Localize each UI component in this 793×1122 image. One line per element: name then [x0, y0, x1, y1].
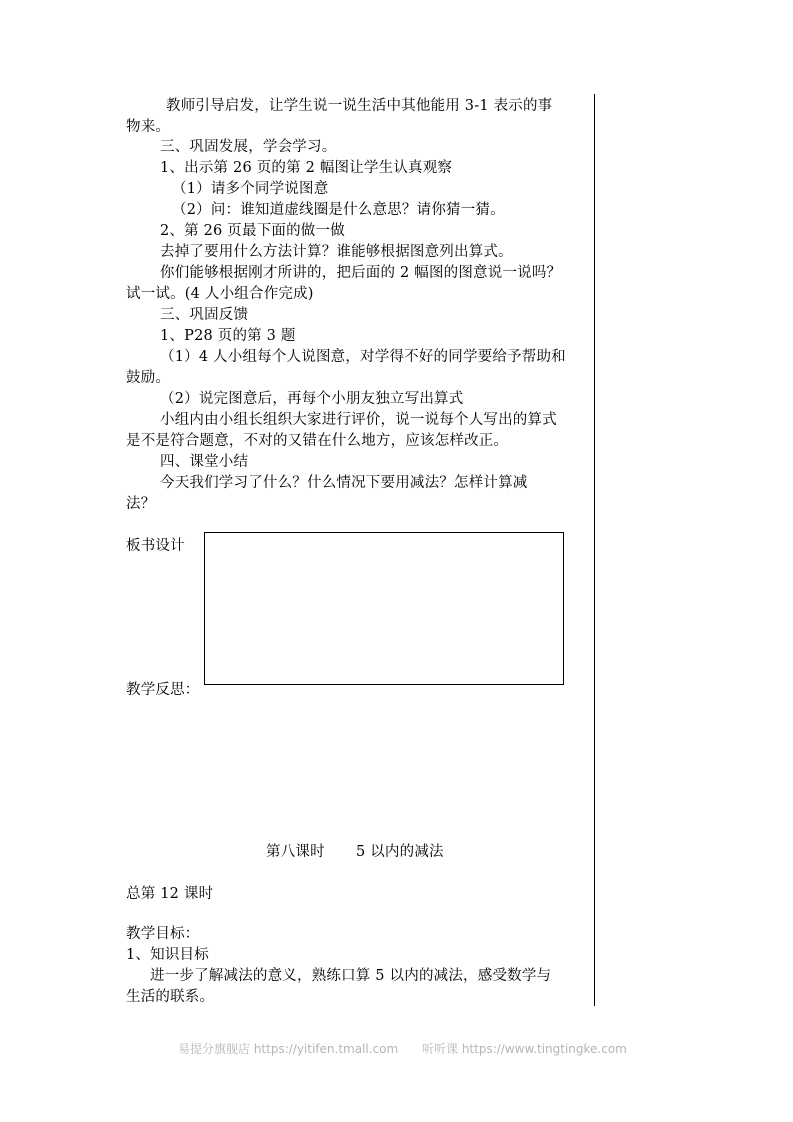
text-line: 法？ [126, 496, 156, 512]
lesson-topic: 5 以内的减法 [356, 844, 444, 860]
text-line: 物来。 [126, 119, 171, 135]
total-lesson-count: 总第 12 课时 [126, 886, 214, 902]
text-line: 试一试。(4 人小组合作完成) [126, 286, 314, 302]
text-line: 你们能够根据刚才所讲的，把后面的 2 幅图的图意说一说吗？ [160, 265, 562, 281]
text-line: 小组内由小组长组织大家进行评价，说一说每个人写出的算式 [160, 412, 557, 428]
text-line: 去掉了要用什么方法计算？谁能够根据图意列出算式。 [160, 244, 513, 260]
text-line: （2）问：谁知道虚线圈是什么意思？请你猜一猜。 [172, 202, 505, 218]
text-line: 是不是符合题意，不对的又错在什么地方，应该怎样改正。 [126, 433, 509, 449]
text-line: 2、第 26 页最下面的做一做 [160, 223, 345, 239]
text-line: 今天我们学习了什么？什么情况下要用减法？怎样计算减 [160, 475, 528, 491]
section-heading: 三、巩固发展，学会学习。 [160, 139, 337, 155]
section-heading: 四、课堂小结 [160, 454, 249, 470]
footer-site-link[interactable]: 听听课 https://www.tingtingke.com [422, 1042, 627, 1056]
text-line: （1）4 人小组每个人说图意，对学得不好的同学要给予帮助和 [160, 349, 566, 365]
goal-text-line: 进一步了解减法的意义，熟练口算 5 以内的减法，感受数学与 [150, 968, 552, 984]
goal-text-line: 生活的联系。 [126, 989, 215, 1005]
reflection-label: 教学反思： [126, 682, 200, 698]
text-line: 教师引导启发，让学生说一说生活中其他能用 3-1 表示的事 [166, 98, 553, 114]
text-line: 鼓励。 [126, 370, 171, 386]
table-right-border [594, 94, 595, 1006]
footer-store-link[interactable]: 易提分旗舰店 https://yitifen.tmall.com [178, 1042, 399, 1056]
lesson-title: 第八课时 [266, 844, 325, 860]
knowledge-goal-heading: 1、知识目标 [126, 947, 209, 963]
text-line: 1、出示第 26 页的第 2 幅图让学生认真观察 [160, 160, 453, 176]
text-line: 1、P28 页的第 3 题 [160, 328, 296, 344]
text-line: （1）请多个同学说图意 [172, 181, 329, 197]
text-line: （2）说完图意后，再每个小朋友独立写出算式 [160, 391, 464, 407]
objectives-label: 教学目标： [126, 926, 200, 942]
section-heading: 三、巩固反馈 [160, 307, 249, 323]
board-design-label: 板书设计 [126, 538, 185, 554]
board-design-box [204, 532, 564, 685]
